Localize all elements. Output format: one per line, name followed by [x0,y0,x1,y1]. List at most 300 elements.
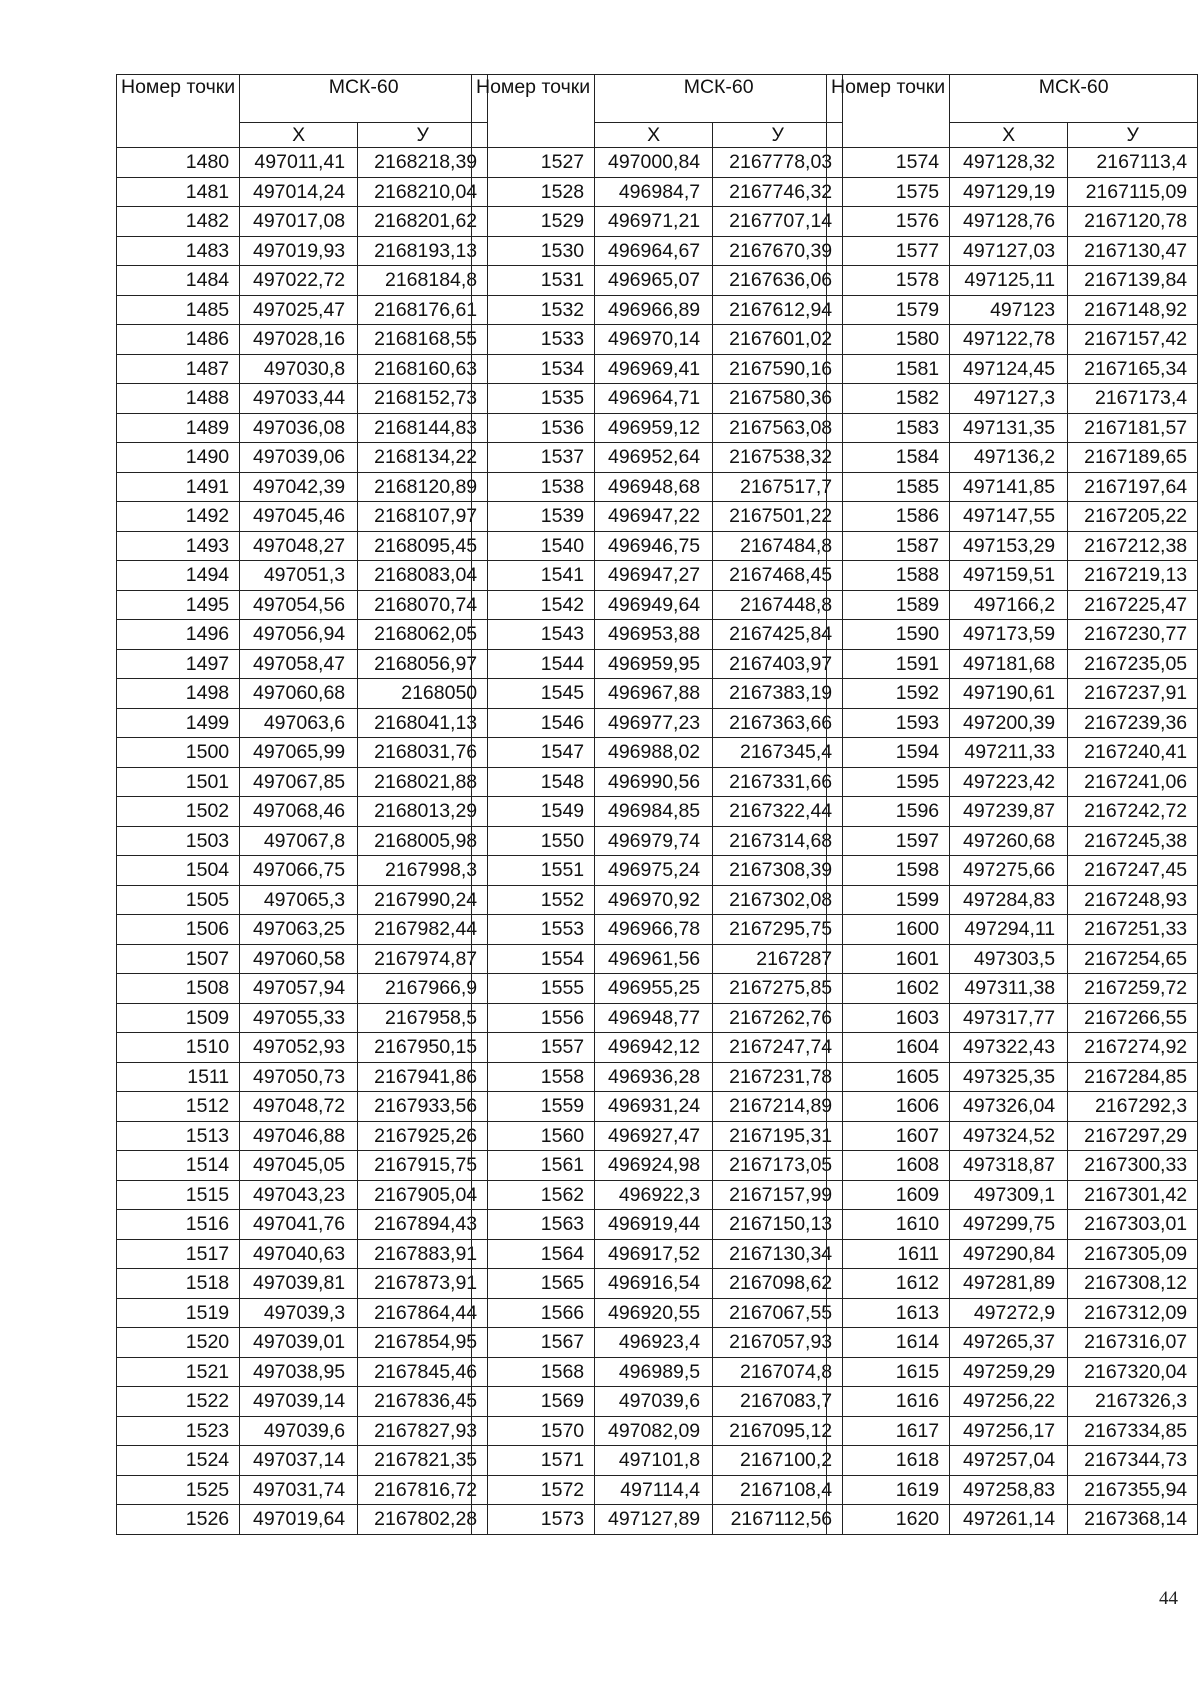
y-coordinate-cell: 2167501,22 [713,502,843,532]
y-coordinate-cell: 2167067,55 [713,1298,843,1328]
table-row [472,207,843,237]
point-number-cell: 1482 [117,207,240,237]
y-coordinate-cell: 2167148,92 [1068,295,1198,325]
table-row [117,295,488,325]
table-row [827,679,1198,709]
point-number-cell: 1488 [117,384,240,414]
y-coordinate-cell: 2167251,33 [1068,915,1198,945]
table-row [117,1505,488,1535]
y-coordinate-cell: 2167301,42 [1068,1180,1198,1210]
table-row [472,148,843,178]
y-coordinate-cell: 2168005,98 [358,826,488,856]
x-coordinate-cell: 497326,04 [950,1092,1068,1122]
x-coordinate-cell: 497033,44 [240,384,358,414]
point-number-cell: 1595 [827,767,950,797]
point-number-cell: 1502 [117,797,240,827]
table-row [117,1092,488,1122]
point-number-cell: 1568 [472,1357,595,1387]
point-number-cell: 1610 [827,1210,950,1240]
x-coordinate-cell: 496931,24 [595,1092,713,1122]
table-row [472,856,843,886]
y-coordinate-cell: 2167538,32 [713,443,843,473]
table-row [827,1003,1198,1033]
point-number-cell: 1578 [827,266,950,296]
y-coordinate-cell: 2168062,05 [358,620,488,650]
y-coordinate-cell: 2167425,84 [713,620,843,650]
x-coordinate-cell: 496975,24 [595,856,713,886]
x-coordinate-cell: 497211,33 [950,738,1068,768]
x-coordinate-cell: 496948,77 [595,1003,713,1033]
y-coordinate-cell: 2167355,94 [1068,1475,1198,1505]
table-row [827,1239,1198,1269]
x-coordinate-cell: 497127,03 [950,236,1068,266]
table-row [827,738,1198,768]
x-coordinate-cell: 497173,59 [950,620,1068,650]
y-coordinate-cell: 2168134,22 [358,443,488,473]
table-row [827,413,1198,443]
x-coordinate-cell: 497043,23 [240,1180,358,1210]
point-number-cell: 1552 [472,885,595,915]
table-row [117,1416,488,1446]
table-row [117,974,488,1004]
y-coordinate-cell: 2167195,31 [713,1121,843,1151]
y-coordinate-cell: 2168083,04 [358,561,488,591]
x-coordinate-cell: 496917,52 [595,1239,713,1269]
table-row [827,1298,1198,1328]
coordinate-system-header: МСК-60 [595,75,843,123]
y-coordinate-cell: 2167112,56 [713,1505,843,1535]
point-number-cell: 1550 [472,826,595,856]
y-coordinate-cell: 2168160,63 [358,354,488,384]
point-number-cell: 1499 [117,708,240,738]
table-row [117,944,488,974]
point-number-cell: 1510 [117,1033,240,1063]
table-row [117,148,488,178]
x-coordinate-cell: 497048,27 [240,531,358,561]
table-row [472,325,843,355]
point-number-cell: 1522 [117,1387,240,1417]
y-coordinate-cell: 2167670,39 [713,236,843,266]
y-coordinate-cell: 2167139,84 [1068,266,1198,296]
point-number-cell: 1562 [472,1180,595,1210]
y-coordinate-cell: 2167778,03 [713,148,843,178]
x-coordinate-cell: 497025,47 [240,295,358,325]
point-number-cell: 1557 [472,1033,595,1063]
x-coordinate-cell: 497031,74 [240,1475,358,1505]
table-row [117,1121,488,1151]
point-number-cell: 1536 [472,413,595,443]
x-coordinate-cell: 496990,56 [595,767,713,797]
y-coordinate-cell: 2167247,45 [1068,856,1198,886]
y-coordinate-cell: 2167580,36 [713,384,843,414]
x-coordinate-cell: 496920,55 [595,1298,713,1328]
x-coordinate-cell: 497048,72 [240,1092,358,1122]
x-coordinate-cell: 497046,88 [240,1121,358,1151]
y-coordinate-cell: 2167746,32 [713,177,843,207]
x-coordinate-cell: 496959,95 [595,649,713,679]
point-number-cell: 1511 [117,1062,240,1092]
table-row [117,531,488,561]
x-coordinate-cell: 497039,3 [240,1298,358,1328]
point-number-cell: 1573 [472,1505,595,1535]
x-coordinate-cell: 497260,68 [950,826,1068,856]
y-coordinate-cell: 2167308,12 [1068,1269,1198,1299]
table-row [472,1505,843,1535]
x-coordinate-cell: 497311,38 [950,974,1068,1004]
x-coordinate-cell: 497056,94 [240,620,358,650]
y-coordinate-cell: 2167240,41 [1068,738,1198,768]
table-row [472,1357,843,1387]
y-coordinate-cell: 2168031,76 [358,738,488,768]
table-row [827,590,1198,620]
table-row [472,1239,843,1269]
x-coordinate-cell: 496924,98 [595,1151,713,1181]
y-coordinate-cell: 2168021,88 [358,767,488,797]
y-coordinate-cell: 2167305,09 [1068,1239,1198,1269]
x-coordinate-cell: 497127,3 [950,384,1068,414]
y-coordinate-cell: 2167636,06 [713,266,843,296]
y-coordinate-cell: 2168218,39 [358,148,488,178]
table-row [827,1180,1198,1210]
x-coordinate-cell: 497325,35 [950,1062,1068,1092]
x-coordinate-cell: 497147,55 [950,502,1068,532]
y-coordinate-cell: 2167300,33 [1068,1151,1198,1181]
x-coordinate-cell: 496946,75 [595,531,713,561]
point-number-cell: 1547 [472,738,595,768]
x-coordinate-cell: 497136,2 [950,443,1068,473]
x-coordinate-cell: 497036,08 [240,413,358,443]
x-coordinate-cell: 497057,94 [240,974,358,1004]
y-coordinate-cell: 2167345,4 [713,738,843,768]
y-coordinate-cell: 2167235,05 [1068,649,1198,679]
x-coordinate-cell: 497256,17 [950,1416,1068,1446]
table-row [472,679,843,709]
table-row [827,1505,1198,1535]
table-row [827,177,1198,207]
y-coordinate-cell: 2168152,73 [358,384,488,414]
point-number-cell: 1535 [472,384,595,414]
x-coordinate-cell: 496964,71 [595,384,713,414]
point-number-cell: 1590 [827,620,950,650]
point-number-cell: 1597 [827,826,950,856]
y-coordinate-cell: 2167448,8 [713,590,843,620]
y-coordinate-cell: 2167990,24 [358,885,488,915]
y-coordinate-cell: 2167157,99 [713,1180,843,1210]
y-coordinate-cell: 2168107,97 [358,502,488,532]
table-row [827,944,1198,974]
table-row [472,1298,843,1328]
y-coordinate-cell: 2167205,22 [1068,502,1198,532]
x-coordinate-cell: 497309,1 [950,1180,1068,1210]
point-number-cell: 1489 [117,413,240,443]
point-number-cell: 1539 [472,502,595,532]
y-coordinate-cell: 2167334,85 [1068,1416,1198,1446]
table-row [472,354,843,384]
y-coordinate-cell: 2167854,95 [358,1328,488,1358]
table-row [117,738,488,768]
x-coordinate-cell: 497017,08 [240,207,358,237]
x-coordinate-cell: 497028,16 [240,325,358,355]
y-coordinate-cell: 2167057,93 [713,1328,843,1358]
x-coordinate-cell: 496977,23 [595,708,713,738]
y-coordinate-cell: 2167275,85 [713,974,843,1004]
x-coordinate-cell: 497290,84 [950,1239,1068,1269]
y-coordinate-cell: 2167214,89 [713,1092,843,1122]
point-number-cell: 1598 [827,856,950,886]
y-coordinate-cell: 2167845,46 [358,1357,488,1387]
point-number-cell: 1589 [827,590,950,620]
table-row [827,885,1198,915]
point-number-cell: 1606 [827,1092,950,1122]
y-coordinate-cell: 2167239,36 [1068,708,1198,738]
y-coordinate-cell: 2167262,76 [713,1003,843,1033]
x-coordinate-cell: 497275,66 [950,856,1068,886]
table-row [472,1328,843,1358]
y-coordinate-cell: 2167303,01 [1068,1210,1198,1240]
table-row [827,354,1198,384]
table-row [827,1151,1198,1181]
point-number-cell: 1493 [117,531,240,561]
point-number-cell: 1574 [827,148,950,178]
y-coordinate-cell: 2167284,85 [1068,1062,1198,1092]
x-coordinate-cell: 496984,85 [595,797,713,827]
point-number-cell: 1616 [827,1387,950,1417]
x-coordinate-cell: 496989,5 [595,1357,713,1387]
point-number-cell: 1517 [117,1239,240,1269]
point-number-cell: 1558 [472,1062,595,1092]
table-row [827,708,1198,738]
y-coordinate-cell: 2167326,3 [1068,1387,1198,1417]
y-coordinate-cell: 2167950,15 [358,1033,488,1063]
x-coordinate-cell: 497055,33 [240,1003,358,1033]
point-number-cell: 1540 [472,531,595,561]
table-row [117,1446,488,1476]
table-row [472,177,843,207]
y-column-header: У [358,123,488,148]
x-coordinate-cell: 497190,61 [950,679,1068,709]
y-coordinate-cell: 2167468,45 [713,561,843,591]
table-row [117,413,488,443]
x-coordinate-cell: 497303,5 [950,944,1068,974]
table-row [472,472,843,502]
y-coordinate-cell: 2167074,8 [713,1357,843,1387]
y-coordinate-cell: 2167189,65 [1068,443,1198,473]
x-coordinate-cell: 497082,09 [595,1416,713,1446]
x-coordinate-cell: 497122,78 [950,325,1068,355]
y-coordinate-cell: 2167601,02 [713,325,843,355]
y-coordinate-cell: 2167241,06 [1068,767,1198,797]
y-coordinate-cell: 2167707,14 [713,207,843,237]
point-number-cell: 1519 [117,1298,240,1328]
y-coordinate-cell: 2167108,4 [713,1475,843,1505]
table-row [117,1210,488,1240]
table-row [472,413,843,443]
point-number-cell: 1542 [472,590,595,620]
table-row [827,620,1198,650]
table-row [472,266,843,296]
y-coordinate-cell: 2167130,47 [1068,236,1198,266]
table-row [472,384,843,414]
y-column-header: У [713,123,843,148]
point-number-cell: 1507 [117,944,240,974]
y-coordinate-cell: 2167331,66 [713,767,843,797]
table-row [472,590,843,620]
y-coordinate-cell: 2168168,55 [358,325,488,355]
y-coordinate-cell: 2167302,08 [713,885,843,915]
table-row [117,1269,488,1299]
point-number-cell: 1570 [472,1416,595,1446]
point-number-cell: 1608 [827,1151,950,1181]
point-number-cell: 1561 [472,1151,595,1181]
x-coordinate-cell: 497166,2 [950,590,1068,620]
table-row [472,1475,843,1505]
table-row [827,1062,1198,1092]
point-number-cell: 1485 [117,295,240,325]
table-row [117,177,488,207]
table-row [117,649,488,679]
table-row [117,1475,488,1505]
point-number-cell: 1584 [827,443,950,473]
x-coordinate-cell: 497259,29 [950,1357,1068,1387]
point-number-cell: 1524 [117,1446,240,1476]
x-coordinate-cell: 497019,64 [240,1505,358,1535]
x-coordinate-cell: 497127,89 [595,1505,713,1535]
x-coordinate-cell: 497014,24 [240,177,358,207]
table-row [472,1387,843,1417]
x-coordinate-cell: 496959,12 [595,413,713,443]
y-coordinate-cell: 2167292,3 [1068,1092,1198,1122]
table-row [117,207,488,237]
point-number-cell: 1564 [472,1239,595,1269]
table-row [472,620,843,650]
x-coordinate-cell: 496988,02 [595,738,713,768]
y-coordinate-cell: 2167563,08 [713,413,843,443]
point-number-cell: 1490 [117,443,240,473]
table-row [472,708,843,738]
table-row [472,1180,843,1210]
x-coordinate-cell: 496953,88 [595,620,713,650]
x-coordinate-cell: 497261,14 [950,1505,1068,1535]
table-row [827,797,1198,827]
point-number-cell: 1497 [117,649,240,679]
x-column-header: Х [240,123,358,148]
y-coordinate-cell: 2168210,04 [358,177,488,207]
point-number-cell: 1481 [117,177,240,207]
y-coordinate-cell: 2167115,09 [1068,177,1198,207]
table-row [472,797,843,827]
x-coordinate-cell: 497022,72 [240,266,358,296]
x-coordinate-cell: 497258,83 [950,1475,1068,1505]
table-row [827,1092,1198,1122]
table-body [472,148,843,1535]
table-row [117,1062,488,1092]
y-coordinate-cell: 2167316,07 [1068,1328,1198,1358]
point-number-cell: 1541 [472,561,595,591]
y-coordinate-cell: 2168041,13 [358,708,488,738]
y-coordinate-cell: 2167259,72 [1068,974,1198,1004]
y-column-header: У [1068,123,1198,148]
point-number-cell: 1581 [827,354,950,384]
point-number-cell: 1480 [117,148,240,178]
y-coordinate-cell: 2167083,7 [713,1387,843,1417]
table-row [827,1446,1198,1476]
y-coordinate-cell: 2167230,77 [1068,620,1198,650]
y-coordinate-cell: 2167344,73 [1068,1446,1198,1476]
point-number-cell: 1620 [827,1505,950,1535]
table-row [117,708,488,738]
x-coordinate-cell: 497256,22 [950,1387,1068,1417]
point-number-cell: 1609 [827,1180,950,1210]
x-coordinate-cell: 497060,58 [240,944,358,974]
point-number-cell: 1528 [472,177,595,207]
x-coordinate-cell: 496967,88 [595,679,713,709]
table-row [472,236,843,266]
y-coordinate-cell: 2167113,4 [1068,148,1198,178]
x-coordinate-cell: 497039,14 [240,1387,358,1417]
point-number-cell: 1560 [472,1121,595,1151]
y-coordinate-cell: 2167312,09 [1068,1298,1198,1328]
y-coordinate-cell: 2167383,19 [713,679,843,709]
table-row [472,649,843,679]
x-coordinate-cell: 497101,8 [595,1446,713,1476]
x-coordinate-cell: 497039,01 [240,1328,358,1358]
y-coordinate-cell: 2167320,04 [1068,1357,1198,1387]
point-number-cell: 1514 [117,1151,240,1181]
point-number-cell: 1615 [827,1357,950,1387]
table-row [827,236,1198,266]
y-coordinate-cell: 2167237,91 [1068,679,1198,709]
x-coordinate-cell: 496969,41 [595,354,713,384]
y-coordinate-cell: 2167245,38 [1068,826,1198,856]
table-row [472,443,843,473]
y-coordinate-cell: 2167254,65 [1068,944,1198,974]
point-number-cell: 1492 [117,502,240,532]
y-coordinate-cell: 2167095,12 [713,1416,843,1446]
point-number-cell: 1567 [472,1328,595,1358]
table-row [827,1328,1198,1358]
y-coordinate-cell: 2168013,29 [358,797,488,827]
table-row [472,1210,843,1240]
y-coordinate-cell: 2167802,28 [358,1505,488,1535]
x-coordinate-cell: 497123 [950,295,1068,325]
table-row [827,1357,1198,1387]
y-coordinate-cell: 2167173,05 [713,1151,843,1181]
table-row [117,826,488,856]
point-number-cell: 1554 [472,944,595,974]
y-coordinate-cell: 2167368,14 [1068,1505,1198,1535]
y-coordinate-cell: 2168050 [358,679,488,709]
table-row [827,266,1198,296]
x-coordinate-cell: 497060,68 [240,679,358,709]
point-number-cell: 1486 [117,325,240,355]
table-row [117,502,488,532]
point-number-cell: 1523 [117,1416,240,1446]
x-coordinate-cell: 497039,6 [240,1416,358,1446]
point-number-cell: 1503 [117,826,240,856]
point-number-cell: 1576 [827,207,950,237]
point-number-cell: 1531 [472,266,595,296]
table-row [827,1210,1198,1240]
point-number-cell: 1483 [117,236,240,266]
point-number-cell: 1603 [827,1003,950,1033]
y-coordinate-cell: 2167314,68 [713,826,843,856]
table-row [117,1239,488,1269]
point-number-cell: 1487 [117,354,240,384]
y-coordinate-cell: 2167915,75 [358,1151,488,1181]
table-row [472,531,843,561]
point-number-cell: 1614 [827,1328,950,1358]
table-row [827,1269,1198,1299]
